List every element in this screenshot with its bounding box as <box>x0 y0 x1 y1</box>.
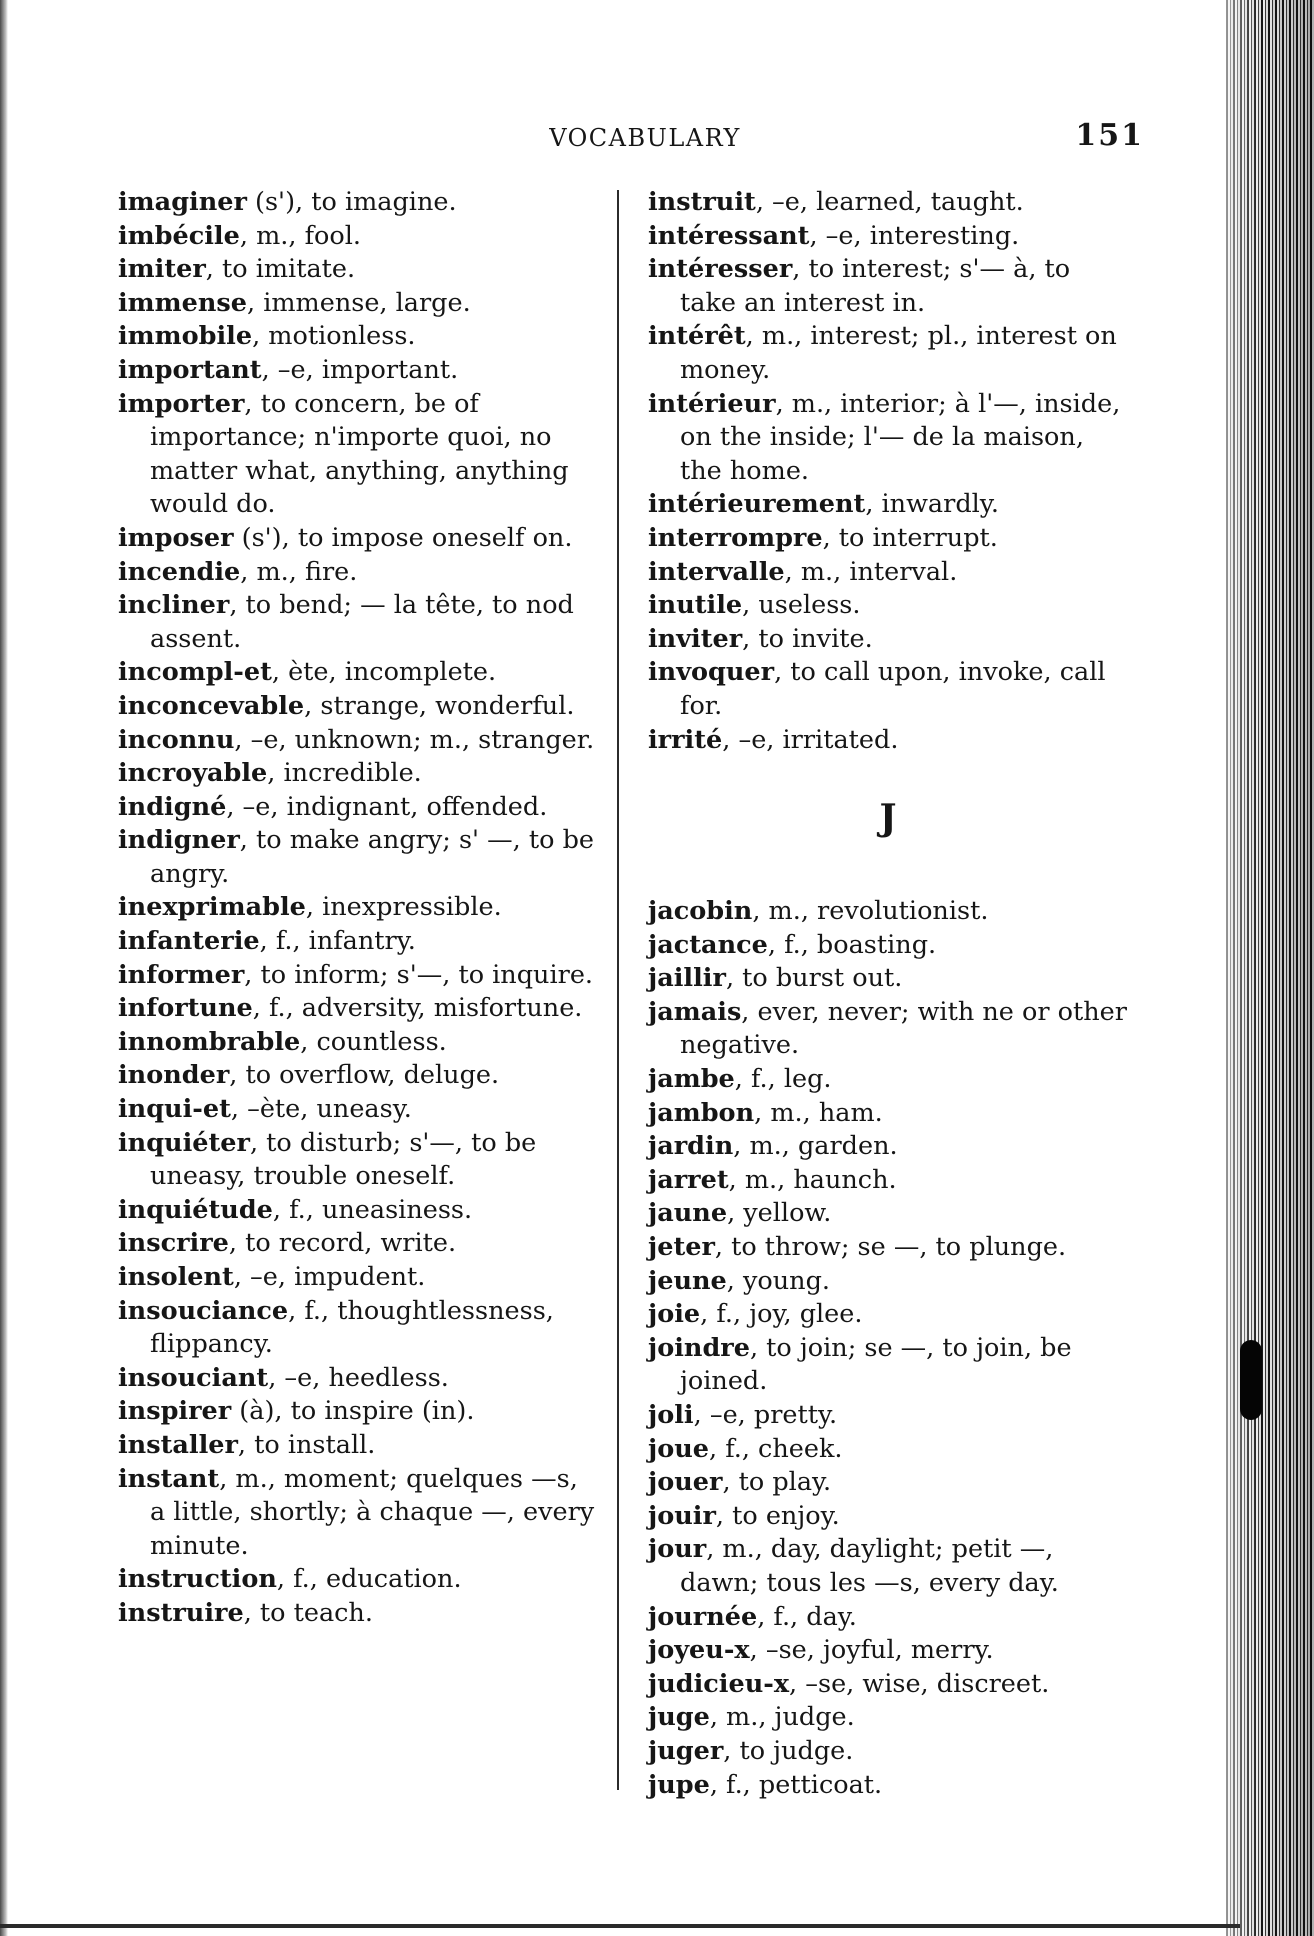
vocabulary-entry <box>118 656 598 690</box>
headword: judicieu-x <box>648 1668 790 1699</box>
vocabulary-entry <box>118 253 598 287</box>
headword: interrompre <box>648 522 823 553</box>
headword: joue <box>648 1433 709 1464</box>
vocabulary-entry <box>648 186 1128 220</box>
vocabulary-entry <box>648 1332 1128 1399</box>
definition: , –e, interesting. <box>809 220 1020 251</box>
definition: , –e, learned, taught. <box>755 187 1024 217</box>
vocabulary-entry <box>118 1026 598 1060</box>
page-number: 151 <box>1075 118 1144 153</box>
vocabulary-entry <box>118 287 598 321</box>
definition: , countless. <box>300 1026 447 1057</box>
vocabulary-entry <box>648 1668 1128 1702</box>
headword: incendie <box>118 556 241 587</box>
headword: instant <box>118 1463 220 1494</box>
definition: , –e, pretty. <box>693 1400 838 1430</box>
vocabulary-entry <box>648 488 1128 522</box>
vocabulary-entry <box>118 690 598 724</box>
headword: instruction <box>118 1564 277 1595</box>
definition: , –e, impudent. <box>233 1262 426 1292</box>
vocabulary-entry <box>648 1769 1128 1803</box>
headword: installer <box>118 1429 238 1460</box>
definition: , to interrupt. <box>822 522 998 553</box>
definition: , m., moment; quelques —s, a little, shortly; à chaque —, every minute. <box>150 1463 595 1561</box>
vocabulary-entry <box>118 1261 598 1295</box>
definition: , to enjoy. <box>715 1500 840 1531</box>
vocabulary-entry <box>118 891 598 925</box>
definition: , to inform; s'—, to inquire. <box>244 959 594 990</box>
headword: incliner <box>118 590 230 621</box>
definition: , m., haunch. <box>728 1164 897 1195</box>
definition: , m., interval. <box>784 556 958 587</box>
right-j-entry-list <box>648 895 1128 1802</box>
headword: informer <box>118 959 245 990</box>
vocabulary-entry <box>118 589 598 656</box>
definition: , f., petticoat. <box>709 1769 883 1800</box>
headword: innombrable <box>118 1026 301 1057</box>
vocabulary-entry <box>118 1295 598 1362</box>
page-left-edge-shadow <box>0 0 8 1936</box>
definition: , f., adversity, misfortune. <box>252 993 583 1024</box>
vocabulary-entry <box>648 895 1128 929</box>
vocabulary-entry <box>648 1399 1128 1433</box>
headword: joyeu-x <box>648 1635 750 1666</box>
definition: , m., garden. <box>733 1131 898 1162</box>
definition: , m., interior; à l'—, inside, on the inside; l'— de la maison, the home. <box>680 388 1121 486</box>
vocabulary-entry <box>648 1466 1128 1500</box>
definition: , to play. <box>722 1467 832 1498</box>
vocabulary-entry <box>648 1500 1128 1534</box>
headword: jour <box>648 1534 707 1565</box>
definition: , –se, joyful, merry. <box>749 1635 994 1666</box>
definition: , f., cheek. <box>709 1433 843 1464</box>
page-bottom-edge <box>0 1924 1240 1928</box>
definition: , to overflow, deluge. <box>229 1060 500 1091</box>
definition: , useless. <box>742 590 861 621</box>
vocabulary-entry <box>648 589 1128 623</box>
headword: insouciant <box>118 1362 269 1393</box>
definition: , f., boasting. <box>767 929 937 960</box>
headword: instruit <box>648 187 756 217</box>
definition: , –e, indignant, offended. <box>226 791 548 822</box>
vocabulary-entry <box>648 1701 1128 1735</box>
definition: , m., fool. <box>239 220 361 251</box>
vocabulary-entry <box>118 320 598 354</box>
headword: jeune <box>648 1265 727 1296</box>
vocabulary-entry <box>118 354 598 388</box>
headword: intérieurement <box>648 489 866 520</box>
vocabulary-entry <box>648 1197 1128 1231</box>
binding-dark-spot <box>1240 1340 1262 1420</box>
definition: , ète, incomplete. <box>271 657 497 688</box>
headword: inquiétude <box>118 1194 273 1225</box>
definition: , f., joy, glee. <box>700 1299 863 1330</box>
definition: , to imitate. <box>205 254 356 285</box>
definition: , to concern, be of importance; n'importe quoi, no matter what, anything, anything would do. <box>150 388 569 520</box>
vocabulary-entry <box>648 1097 1128 1131</box>
headword: imaginer <box>118 187 247 217</box>
vocabulary-entry <box>648 220 1128 254</box>
headword: inqui-et <box>118 1094 231 1125</box>
headword: juge <box>648 1702 710 1733</box>
headword: intérieur <box>648 388 776 419</box>
vocabulary-entry <box>648 1533 1128 1600</box>
definition: , f., uneasiness. <box>272 1194 473 1225</box>
vocabulary-entry <box>118 1597 598 1631</box>
left-entry-list <box>118 186 598 1631</box>
headword: joli <box>648 1400 694 1430</box>
running-title: VOCABULARY <box>549 124 741 152</box>
headword: inonder <box>118 1060 230 1091</box>
vocabulary-entry <box>648 556 1128 590</box>
definition: , yellow. <box>727 1198 832 1229</box>
headword: important <box>118 354 262 385</box>
vocabulary-entry <box>118 186 598 220</box>
headword: inspirer <box>118 1396 232 1427</box>
vocabulary-entry <box>118 757 598 791</box>
headword: jardin <box>648 1131 734 1162</box>
headword: intéressant <box>648 220 810 251</box>
headword: inconcevable <box>118 690 305 721</box>
headword: jamais <box>648 996 742 1027</box>
definition: , inexpressible. <box>305 892 502 923</box>
vocabulary-entry <box>118 1059 598 1093</box>
vocabulary-entry <box>118 1093 598 1127</box>
headword: inutile <box>648 590 743 621</box>
vocabulary-entry <box>118 1395 598 1429</box>
vocabulary-entry <box>118 1227 598 1261</box>
definition: , to disturb; s'—, to be uneasy, trouble oneself. <box>150 1127 537 1192</box>
vocabulary-entry <box>118 1463 598 1564</box>
definition: , m., interest; pl., interest on money. <box>680 321 1117 385</box>
headword: jaune <box>648 1198 728 1229</box>
headword: intérêt <box>648 321 746 352</box>
headword: intéresser <box>648 254 793 285</box>
vocabulary-entry <box>118 724 598 758</box>
definition: , to bend; — la tête, to nod assent. <box>150 590 574 654</box>
vocabulary-entry <box>648 1634 1128 1668</box>
definition: (s'), to impose oneself on. <box>233 522 573 553</box>
definition: , –e, irritated. <box>722 724 899 755</box>
definition: , to judge. <box>723 1735 854 1766</box>
headword: immobile <box>118 321 253 352</box>
right-column <box>648 186 1128 1802</box>
definition: , to make angry; s' —, to be angry. <box>150 825 595 889</box>
vocabulary-entry <box>118 1429 598 1463</box>
column-divider <box>617 190 619 1790</box>
definition: , –e, heedless. <box>268 1362 449 1393</box>
headword: immense <box>118 287 247 318</box>
vocabulary-entry <box>648 724 1128 758</box>
headword: jambe <box>648 1064 735 1095</box>
vocabulary-entry <box>118 791 598 825</box>
headword: jeter <box>648 1232 715 1263</box>
definition: , to burst out. <box>725 963 903 994</box>
headword: inconnu <box>118 724 235 755</box>
definition: , to install. <box>237 1429 376 1460</box>
headword: journée <box>648 1601 758 1632</box>
vocabulary-entry <box>648 623 1128 657</box>
vocabulary-entry <box>118 388 598 522</box>
definition: , inwardly. <box>865 489 999 520</box>
definition: , m., ham. <box>754 1097 883 1128</box>
vocabulary-entry <box>648 522 1128 556</box>
vocabulary-entry <box>648 1735 1128 1769</box>
definition: (à), to inspire (in). <box>231 1396 475 1427</box>
vocabulary-entry <box>648 1433 1128 1467</box>
headword: joie <box>648 1299 701 1330</box>
headword: inviter <box>648 623 743 654</box>
definition: , –e, important. <box>261 354 459 385</box>
vocabulary-entry <box>648 253 1128 320</box>
vocabulary-entry <box>118 992 598 1026</box>
headword: inquiéter <box>118 1127 250 1158</box>
definition: , to join; se —, to join, be joined. <box>680 1332 1072 1397</box>
definition: , f., day. <box>757 1601 857 1632</box>
headword: infanterie <box>118 926 260 957</box>
definition: , to interest; s'— à, to take an interest in. <box>680 254 1071 318</box>
definition: , ever, never; with ne or other negative. <box>680 996 1127 1061</box>
headword: joindre <box>648 1332 750 1363</box>
headword: jaillir <box>648 963 726 994</box>
headword: jambon <box>648 1097 755 1128</box>
binding-shade <box>1226 0 1314 1936</box>
vocabulary-entry <box>648 1231 1128 1265</box>
definition: , incredible. <box>267 758 422 789</box>
vocabulary-entry <box>648 388 1128 489</box>
vocabulary-entry <box>118 824 598 891</box>
definition: , f., leg. <box>734 1064 832 1095</box>
vocabulary-entry <box>118 522 598 556</box>
headword: irrité <box>648 724 723 755</box>
vocabulary-entry <box>648 1130 1128 1164</box>
definition: , –se, wise, discreet. <box>789 1668 1050 1699</box>
headword: incroyable <box>118 758 268 789</box>
definition: , strange, wonderful. <box>304 690 575 721</box>
section-letter: J <box>879 797 897 840</box>
headword: instruire <box>118 1597 244 1628</box>
left-column <box>118 186 598 1631</box>
definition: , f., infantry. <box>259 926 416 957</box>
vocabulary-entry <box>118 925 598 959</box>
headword: juger <box>648 1735 724 1766</box>
headword: imposer <box>118 522 234 553</box>
headword: infortune <box>118 993 253 1024</box>
headword: incompl-et <box>118 657 272 688</box>
vocabulary-entry <box>648 962 1128 996</box>
vocabulary-entry <box>648 1164 1128 1198</box>
headword: indigné <box>118 791 227 822</box>
definition: , f., thoughtlessness, flippancy. <box>150 1295 554 1360</box>
definition: , m., fire. <box>240 556 358 587</box>
definition: , to invite. <box>742 623 873 654</box>
definition: , motionless. <box>252 321 416 352</box>
vocabulary-entry <box>648 320 1128 387</box>
headword: insouciance <box>118 1295 289 1326</box>
definition: , to teach. <box>243 1597 373 1628</box>
headword: jouer <box>648 1467 723 1498</box>
vocabulary-entry <box>118 1127 598 1194</box>
definition: , f., education. <box>276 1564 462 1595</box>
vocabulary-entry <box>648 929 1128 963</box>
right-i-entry-list <box>648 186 1128 757</box>
vocabulary-entry <box>648 656 1128 723</box>
definition: , to call upon, invoke, call for. <box>680 657 1106 721</box>
headword: invoquer <box>648 657 775 688</box>
vocabulary-entry <box>118 959 598 993</box>
vocabulary-entry <box>648 996 1128 1063</box>
headword: importer <box>118 388 245 419</box>
headword: intervalle <box>648 556 785 587</box>
vocabulary-entry <box>648 1298 1128 1332</box>
headword: indigner <box>118 825 240 856</box>
vocabulary-entry <box>118 1362 598 1396</box>
definition: , –e, unknown; m., stranger. <box>234 724 595 755</box>
definition: , immense, large. <box>247 287 471 318</box>
definition: , to throw; se —, to plunge. <box>714 1232 1067 1263</box>
definition: , m., day, daylight; petit —, dawn; tous les —s, every day. <box>680 1534 1059 1598</box>
headword: jacobin <box>648 896 753 927</box>
definition: , m., judge. <box>709 1702 855 1733</box>
vocabulary-entry <box>118 556 598 590</box>
definition: , –ète, uneasy. <box>230 1094 412 1125</box>
headword: insolent <box>118 1262 234 1292</box>
headword: jouir <box>648 1500 716 1531</box>
headword: jactance <box>648 929 768 960</box>
definition: , to record, write. <box>228 1228 457 1259</box>
vocabulary-entry <box>118 1194 598 1228</box>
vocabulary-entry <box>648 1063 1128 1097</box>
vocabulary-entry <box>118 1563 598 1597</box>
headword: inscrire <box>118 1228 229 1259</box>
definition: (s'), to imagine. <box>246 187 457 217</box>
vocabulary-entry <box>118 220 598 254</box>
headword: jarret <box>648 1164 729 1195</box>
vocabulary-entry <box>648 1265 1128 1299</box>
headword: inexprimable <box>118 892 306 923</box>
headword: jupe <box>648 1769 710 1800</box>
definition: , young. <box>726 1265 831 1296</box>
headword: imbécile <box>118 220 240 251</box>
headword: imiter <box>118 254 206 285</box>
definition: , m., revolutionist. <box>752 896 989 927</box>
vocabulary-entry <box>648 1601 1128 1635</box>
